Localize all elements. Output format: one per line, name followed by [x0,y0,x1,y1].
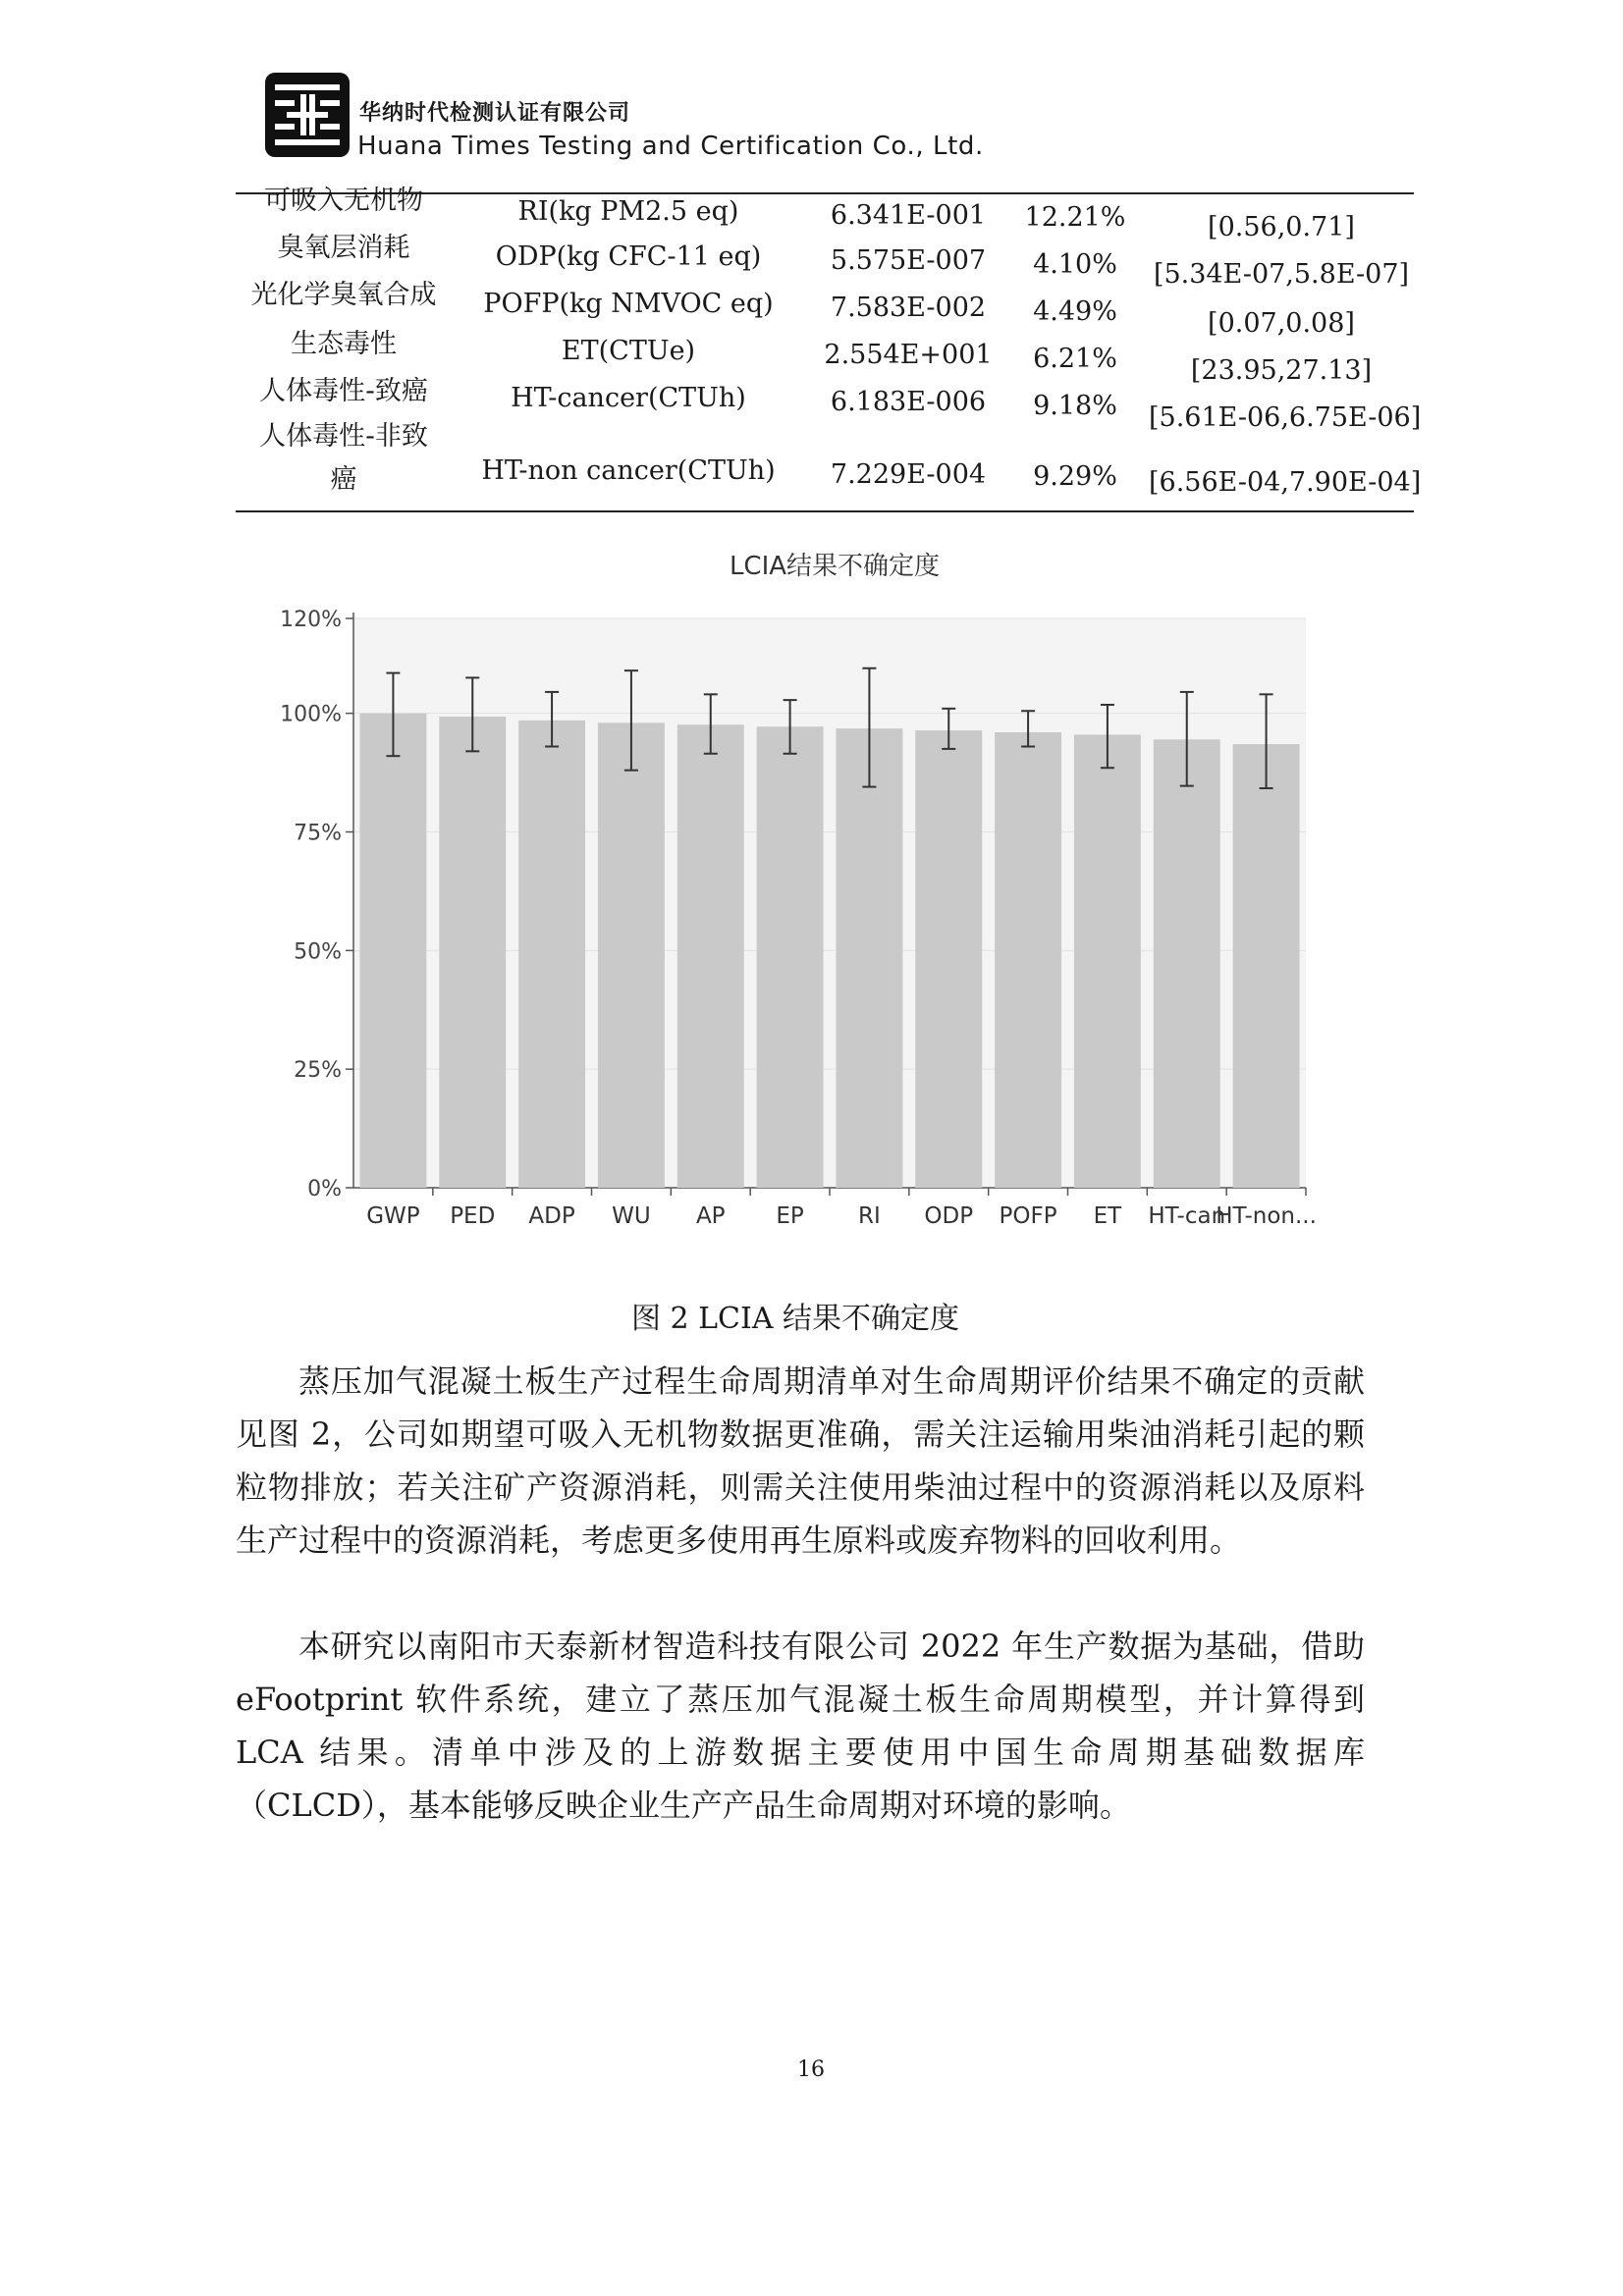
indicator: HT-non cancer(CTUh) [481,455,776,486]
bar [1233,744,1300,1188]
chart-title: LCIA结果不确定度 [729,552,941,581]
x-tick-label: PED [450,1203,496,1229]
impact-name: 生态毒性 [291,329,397,359]
uncertainty-percent: 12.21% [1024,202,1126,233]
uncertainty-range: [5.34E-07,5.8E-07] [1153,259,1410,290]
table-row [236,273,1414,339]
result-value: 6.183E-006 [830,387,987,417]
page-header [263,67,1019,165]
result-value: 7.583E-002 [830,293,987,323]
bar [518,721,585,1188]
result-value: 6.341E-001 [830,200,987,231]
bar [598,722,665,1188]
uncertainty-range: [0.07,0.08] [1208,308,1355,339]
y-tick-label: 25% [294,1058,342,1084]
impact-name: 可吸入无机物 [264,186,423,216]
x-tick-label: ET [1093,1203,1122,1229]
bar [995,732,1061,1188]
impact-name: 人体毒性-非致 [259,421,428,452]
table-row [236,322,1414,386]
table-row [236,369,1422,433]
result-value: 7.229E-004 [830,459,987,490]
paragraph: 蒸压加气混凝土板生产过程生命周期清单对生命周期评价结果不确定的贡献见图 2，公司如期望可吸入无机物数据更准确，需关注运输用柴油消耗引起的颗粒物排放；若关注矿产资源消耗，则需关注使用柴油过程中的资源消耗以及原料生产过程中的资源消耗，考虑更多使用再生原料或废弃物料的回收利用。 [236,1362,1365,1559]
page-number: 16 [797,2057,825,2082]
bar [757,726,824,1188]
uncertainty-percent: 6.21% [1033,344,1117,374]
impact-name-continued: 癌 [330,464,357,495]
y-tick-label: 50% [294,939,342,965]
figure-caption: 图 2 LCIA 结果不确定度 [630,1302,960,1336]
bar [439,717,506,1188]
uncertainty-range: [23.95,27.13] [1190,355,1373,386]
impact-name: 人体毒性-致癌 [259,376,428,406]
indicator: POFP(kg NMVOC eq) [483,289,774,319]
company-name-en: Huana Times Testing and Certification Co., Ltd. [357,132,984,161]
company-name-cn: 华纳时代检测认证有限公司 [359,101,631,126]
x-tick-label: RI [858,1203,881,1229]
uncertainty-range: [6.56E-04,7.90E-04] [1149,467,1422,498]
uncertainty-percent: 9.29% [1033,461,1117,492]
paragraph: 本研究以南阳市天泰新材智造科技有限公司 2022 年生产数据为基础，借助 eFootprint 软件系统，建立了蒸压加气混凝土板生命周期模型，并计算得到 LCA 结果。清单中涉及的上游数据主要使用中国生命周期基础数据库（CLCD），基本能够反映企业生产产品生命周期对环境的影响。 [236,1628,1365,1824]
uncertainty-range: [0.56,0.71] [1208,212,1355,242]
y-tick-label: 120% [280,608,342,632]
bar [1154,739,1220,1188]
x-tick-label: GWP [366,1203,420,1229]
x-tick-label: ADP [528,1203,575,1229]
bar [915,730,982,1188]
y-tick-label: 100% [280,702,342,727]
bar [677,724,744,1188]
x-tick-label: HT-non... [1216,1203,1317,1229]
x-tick-label: EP [776,1203,804,1229]
lcia-uncertainty-chart [265,589,1345,1276]
uncertainty-percent: 9.18% [1033,391,1117,421]
x-tick-label: ODP [924,1203,974,1229]
table-bottom-rule [236,510,1414,512]
table-row [236,414,1422,503]
indicator: ODP(kg CFC-11 eq) [495,241,762,272]
indicator: ET(CTUe) [561,336,696,366]
table-row [236,179,1414,242]
x-tick-label: POFP [999,1203,1057,1229]
uncertainty-percent: 4.49% [1033,296,1117,327]
result-value: 5.575E-007 [830,245,987,276]
bar [359,714,426,1188]
x-tick-label: AP [695,1203,726,1229]
indicator: RI(kg PM2.5 eq) [517,196,739,227]
x-tick-label: WU [612,1203,651,1229]
result-value: 2.554E+001 [824,340,993,370]
table-row [236,226,1414,290]
uncertainty-range: [5.61E-06,6.75E-06] [1149,402,1422,433]
impact-name: 臭氧层消耗 [277,233,410,263]
chart-canvas [265,589,1345,1276]
y-tick-label: 0% [307,1177,342,1201]
indicator: HT-cancer(CTUh) [511,383,746,413]
x-tick-label: HT-can [1148,1203,1226,1229]
impact-name: 光化学臭氧合成 [250,280,437,310]
uncertainty-percent: 4.10% [1033,249,1117,280]
y-tick-label: 75% [294,821,342,846]
bar [836,728,902,1188]
bar [1074,734,1141,1188]
huana-logo-icon [263,71,352,159]
lcia-results-table [236,165,1422,538]
